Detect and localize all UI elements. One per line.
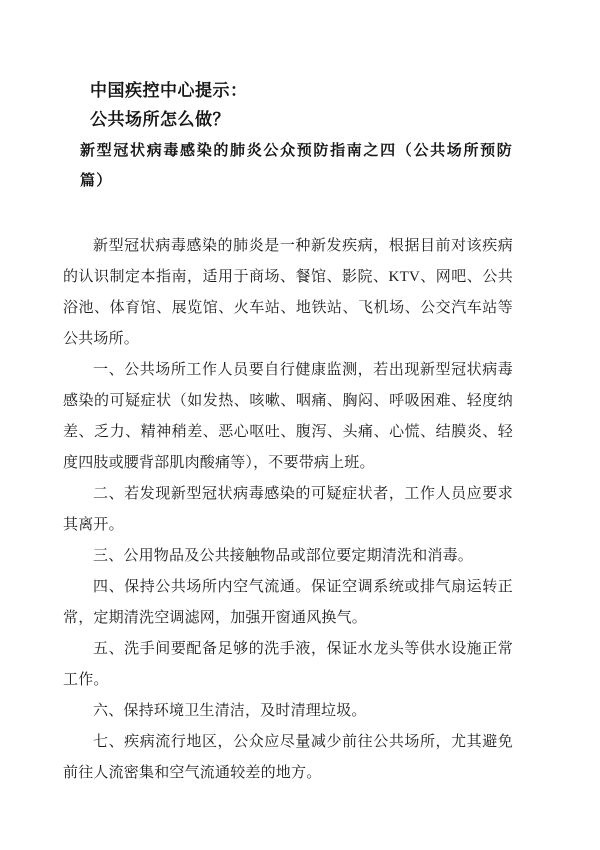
paragraph-intro: 新型冠状病毒感染的肺炎是一种新发疾病，根据目前对该疾病的认识制定本指南，适用于商场、餐馆、影院、KTV、网吧、公共浴池、体育馆、展览馆、火车站、地铁站、飞机场、公交汽车站等公共场所。	[63, 238, 513, 347]
doc-heading	[90, 76, 513, 134]
paragraph-item-2: 二、若发现新型冠状病毒感染的可疑症状者，工作人员应要求其离开。	[63, 486, 513, 533]
paragraph-item-7: 七、疾病流行地区，公众应尽量减少前往公共场所，尤其避免前往人流密集和空气流通较差的地方。	[63, 734, 513, 781]
doc-heading-line-2: 公共场所怎么做？	[90, 110, 230, 129]
paragraph-item-5: 五、洗手间要配备足够的洗手液，保证水龙头等供水设施正常工作。	[63, 641, 513, 688]
doc-subtitle: 新型冠状病毒感染的肺炎公众预防指南之四（公共场所预防篇）	[80, 143, 513, 189]
paragraph-item-1: 一、公共场所工作人员要自行健康监测，若出现新型冠状病毒感染的可疑症状（如发热、咳嗽、咽痛、胸闷、呼吸困难、轻度纳差、乏力、精神稍差、恶心呕吐、腹泻、头痛、心慌、结膜炎、轻度四肢或腰背部肌肉酸痛等），不要带病上班。	[63, 362, 513, 471]
document-body	[63, 231, 513, 789]
paragraph-item-3: 三、公用物品及公共接触物品或部位要定期清洗和消毒。	[93, 548, 474, 564]
paragraph-item-6: 六、保持环境卫生清洁，及时清理垃圾。	[93, 703, 367, 719]
doc-heading-line-1: 中国疾控中心提示：	[90, 81, 248, 100]
paragraph-item-4: 四、保持公共场所内空气流通。保证空调系统或排气扇运转正常，定期清洗空调滤网，加强开窗通风换气。	[63, 579, 513, 626]
